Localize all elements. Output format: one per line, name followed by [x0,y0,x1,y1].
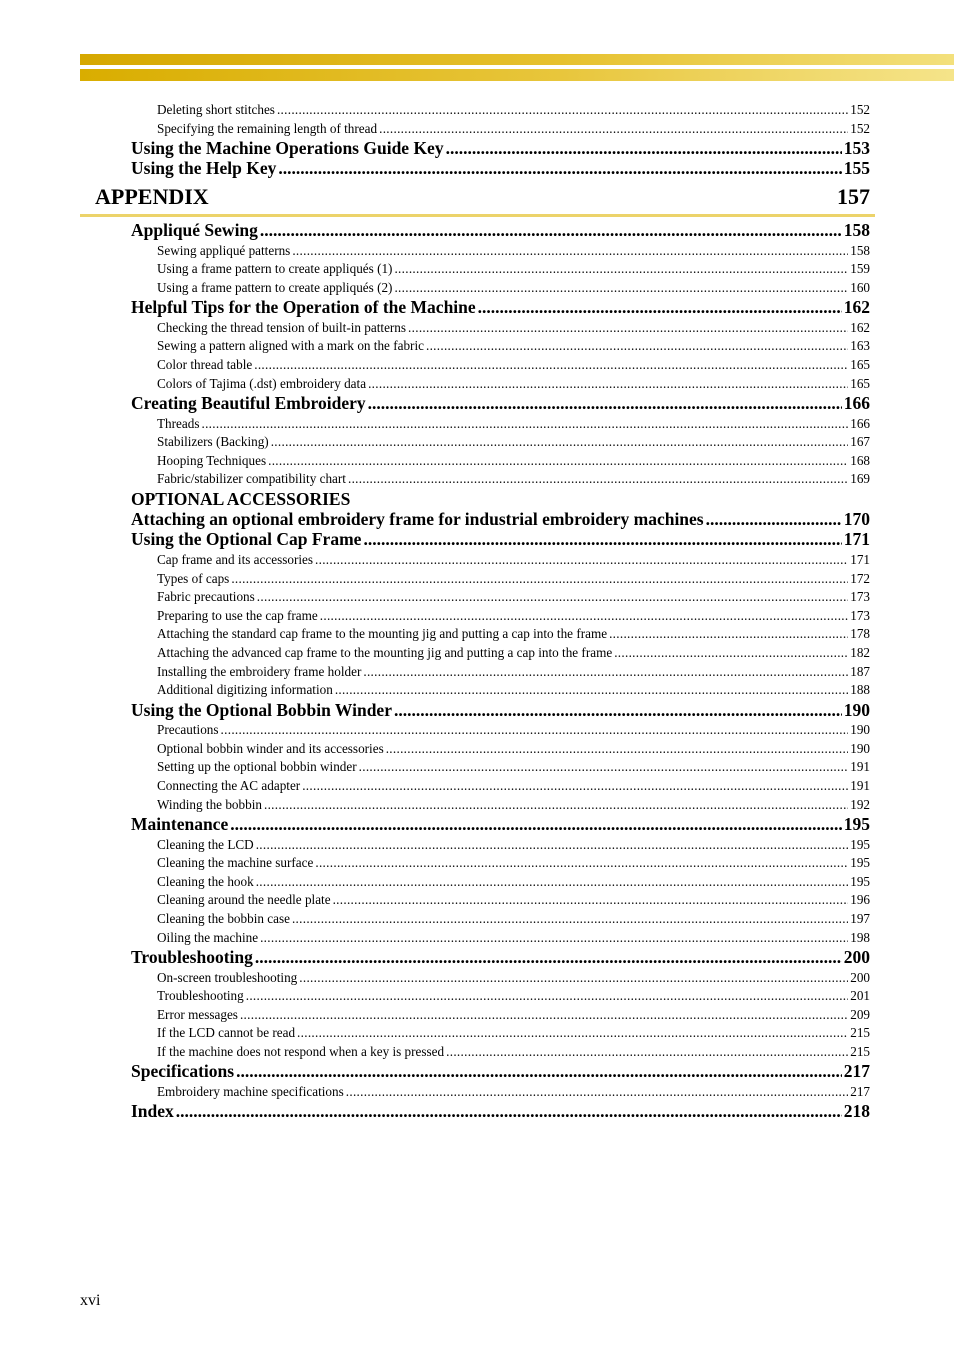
toc-entry-title: Using the Help Key [131,158,277,178]
dot-leader [368,393,842,414]
toc-entry-page: 173 [850,608,870,623]
toc-entry-page: 192 [850,797,870,812]
toc-chapter-entry[interactable] [131,220,870,241]
toc-subentry[interactable] [157,101,870,119]
toc-subentry[interactable] [157,1024,870,1042]
toc-chapter-entry[interactable] [131,138,870,159]
toc-entry-title: Cleaning the machine surface [157,855,314,870]
dot-leader [221,721,849,739]
toc-subentry[interactable] [157,1043,870,1061]
dot-leader [254,356,848,374]
dot-leader [236,1061,842,1082]
toc-chapter-entry[interactable] [131,529,870,550]
dot-leader [256,836,849,854]
dot-leader [320,607,848,625]
section-rule [80,214,875,217]
toc-entry-title: Preparing to use the cap frame [157,608,318,623]
toc-subentry[interactable] [157,873,870,891]
toc-entry-title: Specifying the remaining length of thread [157,121,378,136]
toc-entry-page: 215 [850,1044,870,1059]
toc-entry-title: Cleaning the hook [157,874,254,889]
toc-entry-title: Appliqué Sewing [131,220,258,240]
toc-entry-page: 167 [850,434,870,449]
toc-entry-page: 182 [850,645,870,660]
toc-subentry[interactable] [157,375,870,393]
toc-entry-title: Setting up the optional bobbin winder [157,759,357,774]
toc-entry-title: Stabilizers (Backing) [157,434,269,449]
toc-chapter-entry[interactable] [131,297,870,318]
toc-entry-title: Oiling the machine [157,930,259,945]
toc-subentry[interactable] [157,854,870,872]
toc-entry-title: Embroidery machine specifications [157,1084,344,1099]
dot-leader [359,758,849,776]
toc-entry-title: Maintenance [131,814,229,834]
toc-entry-page: 218 [843,1101,870,1121]
toc-subentry[interactable] [157,836,870,854]
section-page: 157 [837,184,870,209]
toc-subentry[interactable] [157,242,870,260]
toc-entry-title: Checking the thread tension of built-in patterns [157,320,407,335]
toc-subentry[interactable] [157,969,870,987]
toc-entry-title: Color thread table [157,357,253,372]
dot-leader [706,509,842,530]
dot-leader [176,1101,842,1122]
toc-entry-title: Connecting the AC adapter [157,778,301,793]
toc-entry-page: 200 [850,970,870,985]
toc-chapter-entry[interactable] [131,158,870,179]
toc-entry-page: 163 [850,338,870,353]
toc-entry-title: Specifications [131,1061,235,1081]
toc-chapter-entry[interactable] [131,947,870,968]
toc-subentry[interactable] [157,758,870,776]
toc-subentry[interactable] [157,470,870,488]
toc-entry-page: 172 [850,571,870,586]
toc-entry-title: Using a frame pattern to create appliqués (1) [157,261,393,276]
dot-leader [268,452,848,470]
dot-leader [363,663,848,681]
toc-entry-title: Attaching the advanced cap frame to the mounting jig and putting a cap into the frame [157,645,613,660]
dot-leader [394,279,848,297]
dot-leader [271,433,849,451]
toc-entry-title: Attaching an optional embroidery frame for industrial embroidery machines [131,509,704,529]
toc-entry-title: Using the Optional Cap Frame [131,529,362,549]
toc-subentry[interactable] [157,260,870,278]
dot-leader [292,242,848,260]
dot-leader [230,814,842,835]
toc-entry-title: Sewing appliqué patterns [157,243,291,258]
dot-leader [246,987,849,1005]
toc-entry-title: Using the Optional Bobbin Winder [131,700,392,720]
toc-subentry[interactable] [157,681,870,699]
dot-leader [394,700,842,721]
dot-leader [368,375,848,393]
dot-leader [257,588,848,606]
toc-entry-page: 171 [843,529,870,549]
dot-leader [299,969,848,987]
dot-leader [278,158,841,179]
toc-entry-page: 165 [850,357,870,372]
toc-entry-title: Additional digitizing information [157,682,333,697]
dot-leader [394,260,848,278]
dot-leader [292,910,848,928]
dot-leader [297,1024,848,1042]
header-band-bottom [80,69,954,81]
toc-subentry[interactable] [157,929,870,947]
toc-entry-page: 159 [850,261,870,276]
toc-entry-title: Threads [157,416,200,431]
toc-entry-page: 171 [850,552,870,567]
toc-entry-page: 152 [850,121,870,136]
dot-leader [348,470,848,488]
toc-entry-page: 200 [843,947,870,967]
toc-subentry[interactable] [157,1006,870,1024]
toc-subentry[interactable] [157,356,870,374]
toc-entry-page: 168 [850,453,870,468]
toc-entry-title: Cleaning the bobbin case [157,911,290,926]
dot-leader [201,415,848,433]
toc-subentry[interactable] [157,625,870,643]
toc-entry-page: 217 [843,1061,870,1081]
toc-subentry[interactable] [157,891,870,909]
dot-leader [240,1006,848,1024]
toc-entry-title: Winding the bobbin [157,797,262,812]
toc-chapter-entry[interactable] [131,1101,870,1122]
toc-entry-title: If the machine does not respond when a key is pressed [157,1044,445,1059]
toc-entry-title: Colors of Tajima (.dst) embroidery data [157,376,367,391]
toc-entry-title: Optional bobbin winder and its accessories [157,741,384,756]
dot-leader [255,947,842,968]
section-heading-appendix [95,184,870,211]
toc-subentry[interactable] [157,337,870,355]
toc-subentry[interactable] [157,279,870,297]
toc-entry-page: 196 [850,892,870,907]
dot-leader [609,625,848,643]
toc-entry-title: Types of caps [157,571,230,586]
toc-subentry[interactable] [157,433,870,451]
toc-entry-page: 158 [843,220,870,240]
toc-entry-page: 209 [850,1007,870,1022]
toc-chapter-entry[interactable] [131,814,870,835]
toc-chapter-entry[interactable] [131,393,870,414]
toc-entry-page: 197 [850,911,870,926]
dot-leader [315,551,848,569]
toc-chapter-entry[interactable] [131,700,870,721]
dot-leader [333,891,849,909]
dot-leader [446,1043,848,1061]
toc-entry-page: 188 [850,682,870,697]
toc-entry-page: 190 [850,741,870,756]
toc-entry-title: Troubleshooting [131,947,253,967]
toc-entry-page: 187 [850,664,870,679]
toc-entry-page: 165 [850,376,870,391]
toc-subentry[interactable] [157,607,870,625]
toc-subentry[interactable] [157,120,870,138]
toc-entry-page: 191 [850,759,870,774]
toc-entry-page: 152 [850,102,870,117]
toc-subentry[interactable] [157,644,870,662]
dot-leader [408,319,848,337]
toc-entry-page: 195 [843,814,870,834]
toc-entry-title: Using a frame pattern to create appliqués (2) [157,280,393,295]
dot-leader [335,681,848,699]
dot-leader [277,101,848,119]
toc-entry-title: Using the Machine Operations Guide Key [131,138,444,158]
toc-entry-title: If the LCD cannot be read [157,1025,296,1040]
toc-entry-title: Fabric precautions [157,589,255,604]
toc-entry-page: 195 [850,874,870,889]
toc-entry-page: 158 [850,243,870,258]
toc-entry-page: 201 [850,988,870,1003]
toc-subentry[interactable] [157,319,870,337]
toc-subentry[interactable] [157,910,870,928]
toc-entry-page: 190 [850,722,870,737]
toc-subentry[interactable] [157,570,870,588]
toc-entry-page: 162 [843,297,870,317]
toc-entry-page: 215 [850,1025,870,1040]
dot-leader [386,740,849,758]
toc-entry-page: 170 [843,509,870,529]
toc-chapter-entry[interactable] [131,1061,870,1082]
toc-subentry[interactable] [157,721,870,739]
toc-entry-title: Attaching the standard cap frame to the mounting jig and putting a cap into the frame [157,626,608,641]
dot-leader [346,1083,848,1101]
toc-entry-page: 166 [843,393,870,413]
dot-leader [478,297,842,318]
toc-entry-title: Installing the embroidery frame holder [157,664,362,679]
toc-entry-page: 195 [850,837,870,852]
toc-subentry[interactable] [157,777,870,795]
toc-entry-page: 153 [843,138,870,158]
toc-entry-title: Index [131,1101,174,1121]
dot-leader [260,220,842,241]
toc-entry-title: Error messages [157,1007,238,1022]
toc-entry-title: Troubleshooting [157,988,244,1003]
dot-leader [256,873,849,891]
toc-entry-page: 162 [850,320,870,335]
toc-subentry[interactable] [157,663,870,681]
dot-leader [363,529,841,550]
toc-entry-title: Hooping Techniques [157,453,267,468]
toc-group-heading: OPTIONAL ACCESSORIES [131,489,351,509]
toc-entry-page: 166 [850,416,870,431]
toc-entry-title: Deleting short stitches [157,102,275,117]
toc-chapter-entry[interactable] [131,509,870,530]
dot-leader [446,138,842,159]
toc-subentry[interactable] [157,740,870,758]
dot-leader [315,854,848,872]
toc-entry-title: Cleaning the LCD [157,837,254,852]
toc-subentry[interactable] [157,415,870,433]
dot-leader [264,796,848,814]
toc-subentry[interactable] [157,987,870,1005]
dot-leader [379,120,848,138]
toc-entry-title: Cleaning around the needle plate [157,892,331,907]
toc-subentry[interactable] [157,452,870,470]
toc-entry-page: 217 [850,1084,870,1099]
header-band-top [80,54,954,65]
section-title: APPENDIX [95,184,209,209]
toc-entry-page: 169 [850,471,870,486]
toc-entry-page: 190 [843,700,870,720]
toc-entry-title: Cap frame and its accessories [157,552,313,567]
toc-entry-page: 173 [850,589,870,604]
toc-entry-title: Precautions [157,722,219,737]
dot-leader [614,644,848,662]
toc-subentry[interactable] [157,796,870,814]
toc-entry-page: 160 [850,280,870,295]
page-number: xvi [80,1292,101,1309]
toc-entry-title: Sewing a pattern aligned with a mark on the fabric [157,338,424,353]
dot-leader [426,337,848,355]
toc-entry-title: On-screen troubleshooting [157,970,298,985]
toc-entry-page: 191 [850,778,870,793]
toc-entry-title: Fabric/stabilizer compatibility chart [157,471,346,486]
toc-subentry[interactable] [157,588,870,606]
toc-entry-title: Creating Beautiful Embroidery [131,393,366,413]
dot-leader [260,929,848,947]
toc-entry-title: Helpful Tips for the Operation of the Machine [131,297,476,317]
toc-entry-page: 198 [850,930,870,945]
toc-subentry[interactable] [157,551,870,569]
toc-entry-page: 195 [850,855,870,870]
toc-entry-page: 178 [850,626,870,641]
dot-leader [302,777,848,795]
toc-subentry[interactable] [157,1083,870,1101]
toc-entry-page: 155 [843,158,870,178]
dot-leader [231,570,848,588]
